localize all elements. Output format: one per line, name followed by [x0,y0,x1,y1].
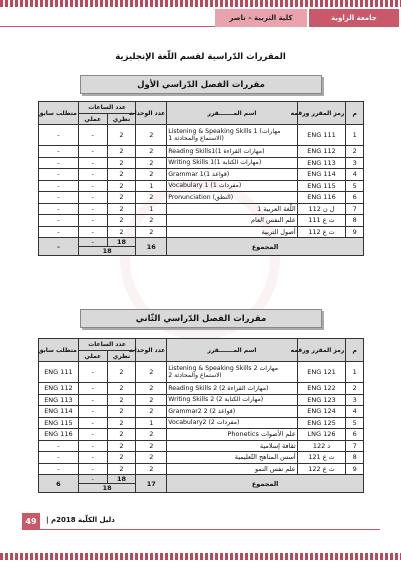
row-course-name: Grammar 1(1 قواعد) [167,169,297,181]
table-row [39,203,364,215]
col-num: م [346,102,364,125]
row-units: 2 [136,452,167,464]
row-theory: 2 [107,362,136,383]
row-units: 2 [136,125,167,146]
row-practical: - [78,226,107,238]
row-units: 2 [136,192,167,204]
row-theory: 2 [107,417,136,429]
row-code: ENG 114 [297,169,346,181]
row-practical: - [78,125,107,146]
row-units: 2 [136,146,167,158]
row-theory: 2 [107,203,136,215]
row-prereq: ENG 116 [39,429,79,441]
row-prereq: - [39,215,79,227]
row-course-name: أسس المناهج التّعليمية [167,452,297,464]
table-row [39,157,364,169]
table-row [39,429,364,441]
row-code: ل ن 112 [297,203,346,215]
col-name: اسم المـــــــقرر [167,339,297,362]
row-prereq: - [39,157,79,169]
row-course-name: علم الأصوات Phonetics [167,429,297,441]
row-theory: 2 [107,383,136,395]
row-units: 2 [136,406,167,418]
row-prereq: ENG 112 [39,383,79,395]
semester2-title: مقررات الفصل الدّراسي الثّاني [80,309,322,328]
page-number: 49 [22,513,40,530]
row-code: LNG 126 [297,429,346,441]
total-units: 16 [136,238,167,256]
row-course-name: علم نفس النمو [167,463,297,475]
row-units: 1 [136,417,167,429]
bottom-decorative-border [0,553,401,560]
table-row [39,180,364,192]
row-num: 2 [346,383,364,395]
total-row [39,238,364,247]
row-num: 1 [346,125,364,146]
row-num: 5 [346,180,364,192]
row-num: 6 [346,192,364,204]
row-code: ENG 111 [297,125,346,146]
row-units: 2 [136,429,167,441]
semester1-table [38,101,364,256]
table-row [39,169,364,181]
row-code: ت ع 111 [297,215,346,227]
row-theory: 2 [107,169,136,181]
row-units: 1 [136,203,167,215]
row-course-name: Writing Skills 2 (مهارات الكتابة 2) [167,394,297,406]
total-prereq: - [39,238,79,256]
row-theory: 2 [107,440,136,452]
row-practical: - [78,215,107,227]
row-practical: - [78,146,107,158]
row-theory: 2 [107,192,136,204]
row-num: 6 [346,429,364,441]
table-row [39,192,364,204]
semester1-title: مقررات الفصل الدّراسي الأول [80,75,322,94]
row-prereq: - [39,125,79,146]
row-units: 2 [136,394,167,406]
row-course-name: Grammar2 2 (قواعد 2) [167,406,297,418]
row-course-name: علم النفس العام [167,215,297,227]
row-num: 7 [346,203,364,215]
total-theory: 18 [107,475,136,484]
page-footer [22,513,380,530]
row-num: 3 [346,394,364,406]
col-code: رمز المقرر ورقمه [297,102,346,125]
row-code: ENG 121 [297,362,346,383]
row-course-name: Reading Skills1(1 مهارات القراءة) [167,146,297,158]
total-label: المجموع [167,475,364,493]
row-prereq: - [39,440,79,452]
row-course-name: ثقافة إسلامية [167,440,297,452]
row-units: 2 [136,215,167,227]
row-practical: - [78,192,107,204]
row-units: 2 [136,383,167,395]
col-name: اسم المـــــــقرر [167,102,297,125]
row-course-name: Listening & Speaking Skills 1 (مهارات الاستماع والمحادثة 1) [167,125,297,146]
row-practical: - [78,383,107,395]
total-hours: 18 [78,247,135,256]
semester1-rows [39,125,364,256]
row-num: 4 [346,169,364,181]
row-course-name: اللّغة العربية 1 [167,203,297,215]
row-practical: - [78,180,107,192]
row-num: 4 [346,406,364,418]
table-row [39,146,364,158]
total-practical: - [78,238,107,247]
table-row [39,383,364,395]
row-course-name: Vocabulary 1 (مفردات 1) [167,180,297,192]
col-prereq: متطلب سابق [39,339,79,362]
row-prereq: - [39,192,79,204]
row-code: ENG 123 [297,394,346,406]
row-practical: - [78,169,107,181]
table-row [39,463,364,475]
total-row [39,475,364,484]
row-units: 2 [136,169,167,181]
row-prereq: - [39,146,79,158]
row-theory: 2 [107,157,136,169]
row-code: ENG 113 [297,157,346,169]
row-theory: 2 [107,125,136,146]
row-prereq: - [39,169,79,181]
university-label: جامعة الزاوية [309,9,399,27]
col-hours: عدد الساعات [78,339,135,351]
row-course-name: Listening & Speaking Skills 2 مهارات الاستماع والمحادثة 2 [167,362,297,383]
row-num: 5 [346,417,364,429]
table-row [39,362,364,383]
row-theory: 2 [107,226,136,238]
col-units: عدد الوحدات [136,339,167,362]
row-prereq: - [39,180,79,192]
total-practical: - [78,475,107,484]
row-code: ت ع 112 [297,226,346,238]
row-code: ت ع 122 [297,463,346,475]
row-units: 2 [136,362,167,383]
total-hours: 18 [78,484,135,493]
row-num: 8 [346,215,364,227]
col-practical: عملي [78,351,107,362]
row-practical: - [78,417,107,429]
col-theory: نظري [107,114,136,125]
row-code: ENG 125 [297,417,346,429]
row-units: 2 [136,157,167,169]
table-row [39,440,364,452]
table-row [39,125,364,146]
total-prereq: 6 [39,475,79,493]
row-theory: 2 [107,429,136,441]
total-theory: 18 [107,238,136,247]
row-theory: 2 [107,406,136,418]
total-label: المجموع [167,238,364,256]
table-row [39,417,364,429]
row-course-name: Reading Skills 2 (مهارات القراءة 2) [167,383,297,395]
row-theory: 2 [107,452,136,464]
col-hours: عدد الساعات [78,102,135,114]
row-practical: - [78,362,107,383]
row-units: 2 [136,226,167,238]
faculty-label: كلية التربية – ناصر [215,9,307,27]
row-prereq: - [39,203,79,215]
row-course-name: Pronunciation (النطق) [167,192,297,204]
row-num: 9 [346,463,364,475]
row-course-name: أصول التربية [167,226,297,238]
row-practical: - [78,157,107,169]
row-prereq: ENG 111 [39,362,79,383]
row-theory: 2 [107,463,136,475]
header-rule [0,26,215,27]
col-num: م [346,339,364,362]
row-theory: 2 [107,180,136,192]
row-theory: 2 [107,215,136,227]
col-units: عدد الوحدات [136,102,167,125]
row-prereq: ENG 115 [39,417,79,429]
table-row [39,452,364,464]
col-practical: عملي [78,114,107,125]
row-practical: - [78,440,107,452]
footer-rule [40,529,380,530]
row-practical: - [78,406,107,418]
row-units: 2 [136,440,167,452]
table-row [39,226,364,238]
row-practical: - [78,203,107,215]
page-header [0,9,401,27]
row-practical: - [78,452,107,464]
row-prereq: - [39,463,79,475]
row-prereq: ENG 114 [39,406,79,418]
row-code: ENG 112 [297,146,346,158]
col-prereq: متطلب سابق [39,102,79,125]
table-row [39,406,364,418]
row-practical: - [78,394,107,406]
row-course-name: Writing Skills 1(1 مهارات الكتابة) [167,157,297,169]
row-theory: 2 [107,394,136,406]
row-prereq: ENG 113 [39,394,79,406]
col-code: رمز المقرر ورقمه [297,339,346,362]
table-row [39,394,364,406]
row-code: ENG 116 [297,192,346,204]
row-prereq: - [39,226,79,238]
row-num: 1 [346,362,364,383]
row-num: 7 [346,440,364,452]
row-num: 2 [346,146,364,158]
page-title: المقررات الدّراسية لقسم اللّغة الإنجليزية [115,52,286,62]
total-units: 17 [136,475,167,493]
row-num: 3 [346,157,364,169]
row-code: ENG 115 [297,180,346,192]
row-code: د 122 [297,440,346,452]
row-practical: - [78,429,107,441]
row-units: 2 [136,463,167,475]
row-num: 8 [346,452,364,464]
top-decorative-border [0,0,401,7]
row-code: ت ع 121 [297,452,346,464]
row-code: ENG 124 [297,406,346,418]
row-course-name: Vocabulary2 (مفردات 2) [167,417,297,429]
row-prereq: - [39,452,79,464]
footer-guide-text: دليل الكلّية 2018م | [46,516,115,524]
semester2-table [38,338,364,493]
row-units: 1 [136,180,167,192]
row-theory: 2 [107,146,136,158]
semester2-rows [39,362,364,493]
row-num: 9 [346,226,364,238]
row-code: ENG 122 [297,383,346,395]
col-theory: نظري [107,351,136,362]
row-practical: - [78,463,107,475]
table-row [39,215,364,227]
